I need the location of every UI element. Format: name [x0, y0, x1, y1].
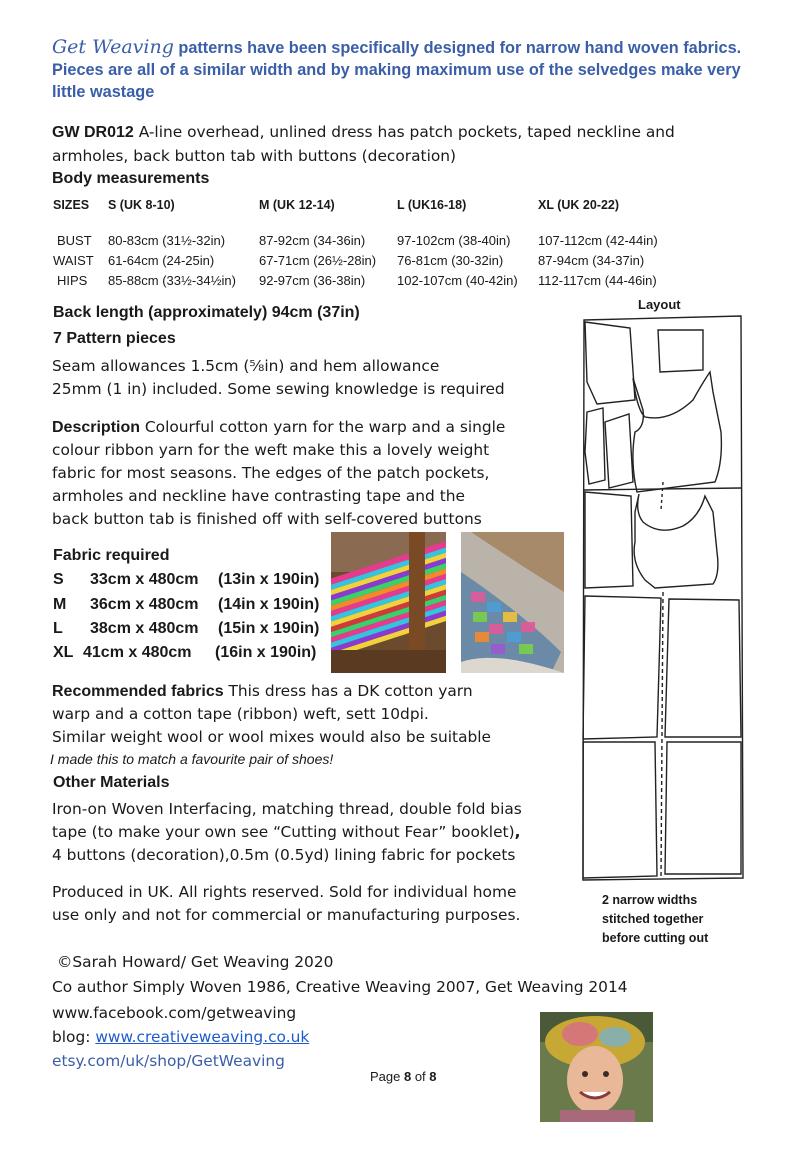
skirt-piece	[665, 742, 741, 874]
size-header: S (UK 8-10)	[108, 198, 175, 212]
page-prefix: Page	[370, 1069, 404, 1084]
blog-line	[52, 1026, 309, 1049]
fabric-metric: 41cm x 480cm	[83, 644, 192, 661]
pocket-piece	[658, 330, 703, 372]
brand-name: Get Weaving	[52, 36, 174, 58]
materials-line: Iron-on Woven Interfacing, matching thread, double fold bias	[52, 800, 522, 818]
page-total: 8	[429, 1069, 437, 1084]
table-cell: 107-112cm (42-44in)	[538, 233, 658, 248]
size-header: M (UK 12-14)	[259, 198, 335, 212]
shoe-note: I made this to match a favourite pair of shoes!	[50, 751, 334, 767]
table-cell: 97-102cm (38-40in)	[397, 233, 511, 248]
product-code: GW DR012	[52, 124, 134, 141]
description-line: back button tab is finished off with self-covered buttons	[52, 510, 482, 528]
page-current: 8	[403, 1069, 412, 1084]
layout-caption-line: 2 narrow widths	[602, 893, 698, 907]
size-header: XL (UK 20-22)	[538, 198, 620, 212]
fabric-imperial: (16in x 190in)	[215, 644, 317, 661]
rights-line: use only and not for commercial or manufacturing purposes.	[52, 906, 521, 924]
skirt-piece	[665, 599, 741, 737]
body-measurements-heading: Body measurements	[52, 170, 210, 187]
fabric-size: XL	[53, 644, 74, 661]
row-label: WAIST	[53, 253, 94, 268]
other-materials-heading: Other Materials	[53, 774, 170, 791]
size-header: L (UK16-18)	[397, 198, 467, 212]
recommended-line	[52, 680, 473, 704]
author-photo	[540, 1012, 653, 1122]
layout-title: Layout	[638, 297, 681, 312]
front-bodice-piece	[633, 372, 721, 492]
blog-link[interactable]: www.creativeweaving.co.uk	[95, 1028, 310, 1046]
pattern-piece	[585, 322, 635, 404]
description-text: Colourful cotton yarn for the warp and a single	[140, 418, 506, 436]
fabric-imperial: (14in x 190in)	[218, 596, 320, 613]
fabric-metric: 38cm x 480cm	[90, 620, 199, 637]
coauthor: Co author Simply Woven 1986, Creative Weaving 2007, Get Weaving 2014	[52, 978, 628, 996]
fabric-metric: 36cm x 480cm	[90, 596, 199, 613]
fabric-size: S	[53, 571, 64, 588]
description-line: armholes and neckline have contrasting tape and the	[52, 487, 465, 505]
page-mid: of	[411, 1069, 430, 1084]
page-number	[370, 1069, 437, 1084]
skirt-piece	[583, 742, 657, 878]
table-cell: 76-81cm (30-32in)	[397, 253, 504, 268]
shoe-photo	[461, 532, 564, 673]
recommended-line: warp and a cotton tape (ribbon) weft, sett 10dpi.	[52, 705, 429, 723]
layout-caption-line: stitched together	[602, 912, 704, 926]
back-bodice-piece	[634, 494, 718, 588]
copyright: ©Sarah Howard/ Get Weaving 2020	[57, 953, 334, 971]
table-cell: 92-97cm (36-38in)	[259, 273, 366, 288]
centre-line	[661, 482, 663, 510]
recommended-text: This dress has a DK cotton yarn	[223, 682, 473, 700]
seam-line: Seam allowances 1.5cm (⅝in) and hem allowance	[52, 357, 440, 375]
rights-line: Produced in UK. All rights reserved. Sold for individual home	[52, 883, 517, 901]
tab-piece	[585, 408, 605, 484]
etsy-link: etsy.com/uk/shop/GetWeaving	[52, 1052, 285, 1070]
fabric-outline	[583, 316, 743, 880]
facebook-link: www.facebook.com/getweaving	[52, 1004, 297, 1022]
row-label: HIPS	[57, 273, 88, 288]
description-line: fabric for most seasons. The edges of the patch pockets,	[52, 464, 490, 482]
layout-caption	[602, 891, 708, 948]
materials-comma: ,	[514, 823, 521, 841]
blog-label: blog:	[52, 1028, 96, 1046]
fabric-imperial: (13in x 190in)	[218, 571, 320, 588]
layout-caption-line: before cutting out	[602, 931, 709, 945]
pattern-pieces: 7 Pattern pieces	[53, 330, 176, 347]
pattern-piece	[605, 414, 633, 488]
fabric-metric: 33cm x 480cm	[90, 571, 199, 588]
table-cell: 80-83cm (31½-32in)	[108, 233, 226, 248]
description-line	[52, 416, 505, 440]
table-cell: 85-88cm (33½-34½in)	[108, 273, 236, 288]
description-heading: Description	[52, 419, 141, 436]
row-label: BUST	[57, 233, 92, 248]
materials-text: tape (to make your own see “Cutting without Fear” booklet)	[52, 823, 515, 841]
materials-line: 4 buttons (decoration),0.5m (0.5yd) lining fabric for pockets	[52, 846, 516, 864]
table-cell: 61-64cm (24-25in)	[108, 253, 215, 268]
intro-text: patterns have been specifically designed for narrow hand woven fabrics. Pieces are all of a similar width and by making maximum use of the selvedges make very little wastage	[52, 39, 742, 101]
materials-line	[52, 821, 520, 844]
fabric-required-heading: Fabric required	[53, 547, 170, 564]
table-cell: 112-117cm (44-46in)	[538, 273, 657, 288]
loom-photo	[331, 532, 446, 673]
fabric-size: M	[53, 596, 67, 613]
table-cell: 67-71cm (26½-28in)	[259, 253, 377, 268]
sizes-label: SIZES	[53, 198, 90, 212]
product-desc: A-line overhead, unlined dress has patch pockets, taped neckline and armholes, back button tab with buttons (decoration)	[52, 123, 675, 165]
pattern-piece	[585, 492, 633, 588]
seam-line	[661, 592, 663, 878]
back-length: Back length (approximately) 94cm (37in)	[53, 304, 360, 321]
description-line: colour ribbon yarn for the weft make this a lovely weight	[52, 441, 490, 459]
recommended-heading: Recommended fabrics	[52, 683, 224, 700]
table-cell: 87-94cm (34-37in)	[538, 253, 645, 268]
skirt-piece	[583, 596, 661, 739]
measurements-table	[0, 0, 794, 300]
recommended-line: Similar weight wool or wool mixes would also be suitable	[52, 728, 492, 746]
table-cell: 87-92cm (34-36in)	[259, 233, 366, 248]
fabric-size: L	[53, 620, 63, 637]
seam-line: 25mm (1 in) included. Some sewing knowledge is required	[52, 380, 505, 398]
layout-diagram	[575, 312, 750, 882]
table-cell: 102-107cm (40-42in)	[397, 273, 518, 288]
fabric-imperial: (15in x 190in)	[218, 620, 320, 637]
